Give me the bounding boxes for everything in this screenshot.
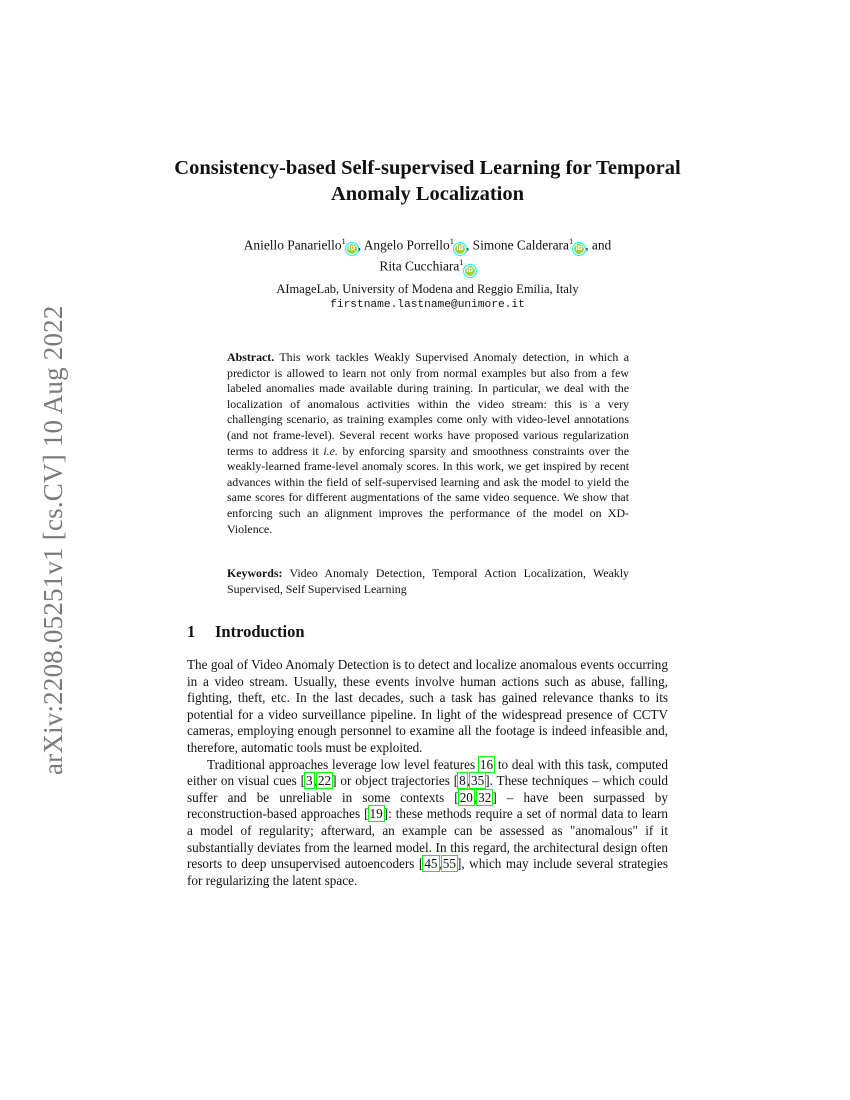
citation-link[interactable]: 35 [471,773,485,789]
orcid-icon[interactable]: iD [456,245,464,253]
author-list: Aniello Panariello$^1$iD , Angelo Porrello$^1$iD , Simone Calderara$^1$iD , and Rita Cucchiara$^1$iD [243,236,612,274]
affiliation-mark: 1 [449,236,454,246]
text-run: – have been surpassed by reconstruction-based approaches [187,789,668,822]
abstract-ie: i.e. [323,443,338,458]
paragraph: The goal of Video Anomaly Detection is to detect and localize anomalous events occurring in a video stream. Usually, these events involve human actions such as abuse, falling, fighting, theft, etc. In the last decades, such a task has gained relevance thanks to its potential for a video surveillance pipeline. In light of the widespread presence of CCTV cameras, employing enough personnel to examine all the footage is indeed infeasible and, therefore, automatic tools must be exploited. [187,657,668,755]
keywords-label: Keywords: [227,566,283,580]
keywords [227,566,629,597]
paper-title: Consistency-based Self-supervised Learning for Temporal Anomaly Localization [174,157,681,205]
affiliation-mark: 1 [459,257,464,268]
citation-link[interactable]: 45 [424,856,438,872]
citation-link[interactable]: 22 [317,773,332,789]
author-name: Simone Calderara [472,237,569,253]
citation-link[interactable]: 3 [306,773,313,789]
section-heading [187,622,305,642]
text-run: , which may include several strategies for regularizing the latent space. [187,856,669,888]
conjunction: and [591,237,612,253]
text-run: . These techniques – which could suffer and be unreliable in some contexts [187,773,668,805]
arxiv-identifier [18,285,68,785]
orcid-icon[interactable]: iD [575,245,583,253]
affiliation-mark: 1 [568,236,574,246]
affiliation-block [170,281,685,313]
citation-link[interactable]: 20 [459,789,473,805]
arxiv-id-text: arXiv:2208.05251v1 [cs.CV] 10 Aug 2022 [38,305,68,775]
abstract-text: This work tackles Weakly Supervised Anomaly detection, in which a predictor is allowed to learn not only from normal examples but also from a few labeled anomalies made available during training. In particular, we deal with the localization of anomalous activities within the video stream: this is a very challenging scenario, as training examples come only with video-level annotations (and not frame-level). Several recent works have proposed various regularization terms to address it [227,350,629,458]
affiliation: AImageLab, University of Modena and Reggio Emilia, Italy [276,282,579,296]
citation-link[interactable]: 8 [459,773,466,789]
abstract-label: Abstract. [227,350,275,364]
abstract-text-continued: by enforcing sparsity and smoothness constraints over the weakly-learned frame-level anomaly scores. In this work, we get inspired by recent advances within the field of self-supervised learning and ask the model to yield the same scores for different augmentations of the same video sequence. We show that enforcing such an alignment improves the performance of the model on XD-Violence. [227,443,629,536]
author-name: Rita Cucchiara [379,258,460,274]
section-number: 1 [187,622,196,641]
text-run: : these methods require a set of normal data to learn a model of regularity; afterward, an example can be assessed as "anomalous" if it substantially deviates from the learned model. In this regard, the architectural design often resorts to deep unsupervised autoencoders [187,806,668,872]
citation-link[interactable]: 19 [369,806,383,822]
abstract [227,350,629,537]
text-run: to deal with this task, computed either on visual cues [187,756,668,789]
author-name: Angelo Porrello [363,237,450,253]
paragraph: Traditional approaches leverage low level features 16 to deal with this task, computed either on visual cues [3,22] or object trajectories [8,35]. These techniques – which could suffer and be unreliable in some contexts [20,32] – have been surpassed by reconstruction-based approaches [19]: these methods require a set of normal data to learn a model of regularity; afterward, an example can be assessed as "anomalous" if it substantially deviates from the learned model. In this regard, the architectural design often resorts to deep unsupervised autoencoders [45,55], which may include several strategies for regularizing the latent space. [187,756,669,888]
email-address: firstname.lastname@unimore.it [330,299,525,311]
body-text [187,657,668,889]
keywords-text: Video Anomaly Detection, Temporal Action Localization, Weakly Supervised, Self Supervised Learning [227,566,629,596]
citation-link[interactable]: 32 [478,789,492,805]
affiliation-mark: 1 [341,236,346,246]
text-run: Traditional approaches leverage low level features [207,756,476,772]
text-run: or object trajectories [340,773,450,789]
citation-link[interactable]: 16 [479,756,494,772]
section-title: Introduction [215,622,305,641]
orcid-icon[interactable]: iD [348,245,356,253]
orcid-icon[interactable]: iD [466,266,474,274]
citation-link[interactable]: 55 [442,856,456,872]
author-name: Aniello Panariello [243,237,342,253]
